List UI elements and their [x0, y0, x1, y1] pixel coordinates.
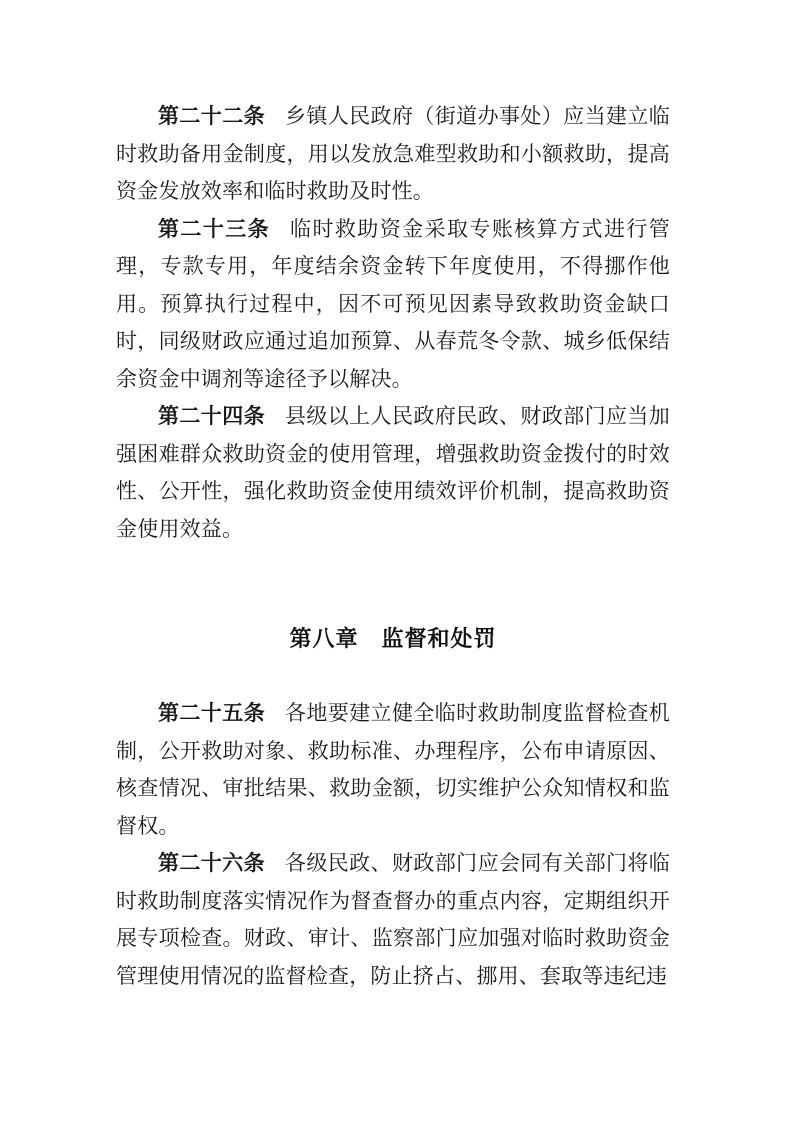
- article-text: 县级以上人民政府民政、财政部门应当加强困难群众救助资金的使用管理，增强救助资金拨付的时效性、公开性，强化救助资金使用绩效评价机制，提高救助资金使用效益。: [116, 404, 670, 541]
- article-text: 临时救助资金采取专账核算方式进行管理，专款专用，年度结余资金转下年度使用，不得挪作他用。预算执行过程中，因不可预见因素导致救助资金缺口时，同级财政应通过追加预算、从春荒冬令款、城乡低保结余资金中调剂等途径予以解决。: [116, 216, 670, 391]
- article-number: 第二十六条: [158, 851, 266, 875]
- article-paragraph-26: [116, 845, 670, 995]
- chapter-heading: 第八章 监督和处罚: [289, 626, 497, 651]
- article-number: 第二十三条: [158, 216, 271, 241]
- article-text: 各地要建立健全临时救助制度监督检查机制，公开救助对象、救助标准、办理程序，公布申请原因、核查情况、审批结果、救助金额，切实维护公众知情权和监督权。: [116, 701, 670, 838]
- article-text: 各级民政、财政部门应会同有关部门将临时救助制度落实情况作为督查督办的重点内容，定期组织开展专项检查。财政、审计、监察部门应加强对临时救助资金管理使用情况的监督检查，防止挤占、挪用、套取等违纪违: [116, 851, 670, 988]
- article-number: 第二十二条: [158, 104, 266, 128]
- article-number: 第二十五条: [158, 701, 266, 725]
- article-paragraph-23: [116, 211, 670, 399]
- article-text: 乡镇人民政府（街道办事处）应当建立临时救助备用金制度，用以发放急难型救助和小额救助，提高资金发放效率和临时救助及时性。: [116, 104, 670, 203]
- article-number: 第二十四条: [158, 404, 266, 428]
- article-paragraph-24: [116, 398, 670, 548]
- document-content: [116, 98, 670, 995]
- article-paragraph-22: [116, 98, 670, 211]
- article-paragraph-25: [116, 695, 670, 845]
